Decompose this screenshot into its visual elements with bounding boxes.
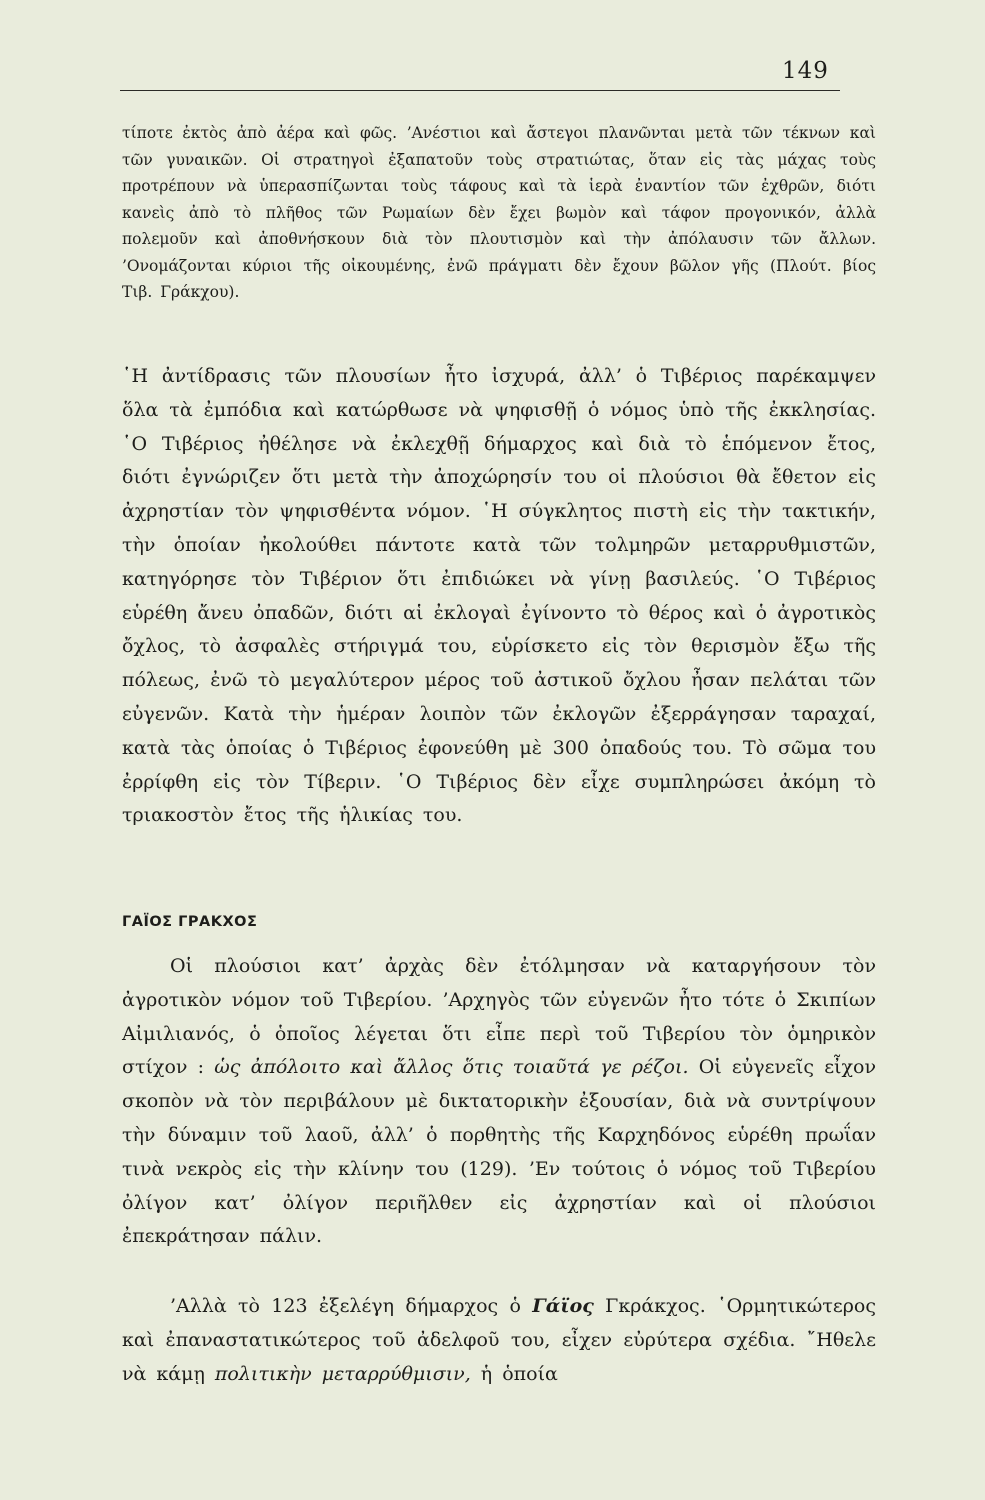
body-paragraph-3 [122, 1290, 876, 1391]
paragraph-3-end: ἡ ὁποία [480, 1362, 558, 1385]
paragraph-3-start: ’Αλλὰ τὸ 123 ἐξελέγη δήμαρχος ὁ [170, 1295, 521, 1317]
body-paragraph-2 [122, 950, 876, 1254]
quote-block [122, 120, 876, 306]
section-heading: ΓΑΪΟΣ ΓΡΑΚΧΟΣ [122, 914, 258, 930]
political-reform-phrase: πολιτικὴν μεταρρύθμισιν, [214, 1362, 471, 1385]
quote-paragraph: τίποτε ἐκτὸς ἀπὸ ἀέρα καὶ φῶς. ’Ανέστιοι καὶ ἄστεγοι πλανῶνται μετὰ τῶν τέκνων καὶ τῶν γυναικῶν. Οἱ στρατηγοὶ ἐξαπατοῦν τοὺς στρατιώτας, ὅταν εἰς τὰς μάχας τοὺς προτρέπουν νὰ ὑπερασπίζωνται τοὺς τάφους καὶ τὰ ἱερὰ ἐναντίον τῶν ἐχθρῶν, διότι κανεὶς ἀπὸ τὸ πλῆθος τῶν Ρωμαίων δὲν ἔχει βωμὸν καὶ τάφον προγονικόν, ἀλλὰ πολεμοῦν καὶ ἀποθνήσκουν διὰ τὸν πλουτισμὸν καὶ τὴν ἀπόλαυσιν τῶν ἄλλων. ’Ονομάζονται κύριοι τῆς οἰκουμένης, ἐνῶ πράγματι δὲν ἔχουν βῶλον γῆς (Πλούτ. βίος Τιβ. Γράκχου). [122, 124, 876, 301]
paragraph-2-end: Οἱ εὐγενεῖς εἶχον σκοπὸν νὰ τὸν περιβάλουν μὲ δικτατορικὴν ἐξουσίαν, διὰ νὰ συντρίψουν τὴν δύναμιν τοῦ λαοῦ, ἀλλ’ ὁ πορθητὴς τῆς Καρχηδόνος εὑρέθη πρωΐαν τινὰ νεκρὸς εἰς τὴν κλίνην του (129). ’Εν τούτοις ὁ νόμος τοῦ Τιβερίου ὀλίγον κατ’ ὀλίγον περιῆλθεν εἰς ἀχρηστίαν καὶ οἱ πλούσιοι ἐπεκράτησαν πάλιν. [122, 1056, 876, 1248]
homeric-verse-quote: ὡς ἀπόλοιτο καὶ ἄλλος ὅτις τοιαῦτά γε ρέζοι. [214, 1056, 689, 1079]
paragraph-2-start: Οἱ πλούσιοι κατ’ ἀρχὰς δὲν ἐτόλμησαν νὰ καταργήσουν τὸν ἀγροτικὸν νόμον τοῦ Τιβερίου. ’Αρχηγὸς τῶν εὐγενῶν ἦτο τότε ὁ Σκιπίων Αἰμιλιανός, ὁ ὁποῖος λέγεται ὅτι εἶπε περὶ τοῦ Τιβερίου τὸν ὁμηρικὸν στίχον : [122, 955, 876, 1079]
page-number: 149 [782, 58, 829, 84]
body-paragraph-1: ῾Η ἀντίδρασις τῶν πλουσίων ἦτο ἰσχυρά, ἀλλ’ ὁ Τιβέριος παρέκαμψεν ὅλα τὰ ἐμπόδια καὶ κατώρθωσε νὰ ψηφισθῇ ὁ νόμος ὑπὸ τῆς ἐκκλησίας. ῾Ο Τιβέριος ἠθέλησε νὰ ἐκλεχθῇ δήμαρχος καὶ διὰ τὸ ἑπόμενον ἔτος, διότι ἐγνώριζεν ὅτι μετὰ τὴν ἀποχώρησίν του οἱ πλούσιοι θὰ ἔθετον εἰς ἀχρηστίαν τὸν ψηφισθέντα νόμον. ῾Η σύγκλητος πιστὴ εἰς τὴν τακτικήν, τὴν ὁποίαν ἠκολούθει πάντοτε κατὰ τῶν τολμηρῶν μεταρρυθμιστῶν, κατηγόρησε τὸν Τιβέριον ὅτι ἐπιδιώκει νὰ γίνῃ βασιλεύς. ῾Ο Τιβέριος εὑρέθη ἄνευ ὀπαδῶν, διότι αἱ ἐκλογαὶ ἐγίνοντο τὸ θέρος καὶ ὁ ἀγροτικὸς ὄχλος, τὸ ἀσφαλὲς στήριγμά του, εὑρίσκετο εἰς τὸν θερισμὸν ἔξω τῆς πόλεως, ἐνῶ τὸ μεγαλύτερον μέρος τοῦ ἀστικοῦ ὄχλου ἦσαν πελάται τῶν εὐγενῶν. Κατὰ τὴν ἡμέραν λοιπὸν τῶν ἐκλογῶν ἐξερράγησαν ταραχαί, κατὰ τὰς ὁποίας ὁ Τιβέριος ἐφονεύθη μὲ 300 ὀπαδούς του. Τὸ σῶμα του ἐρρίφθη εἰς τὸν Τίβεριν. ῾Ο Τιβέριος δὲν εἶχε συμπληρώσει ἀκόμη τὸ τριακοστὸν ἔτος τῆς ἡλικίας του. [122, 365, 876, 827]
header-rule [120, 90, 840, 91]
gaius-name: Γάϊος [532, 1295, 594, 1317]
paragraph-3-mid: Γκράκχος. ῾Ορμητικώτερος καὶ ἐπαναστατικώτερος τοῦ ἀδελφοῦ του, εἶχεν εὐρύτερα σχέδια. ῎Ηθελε νὰ κάμῃ [122, 1295, 876, 1385]
